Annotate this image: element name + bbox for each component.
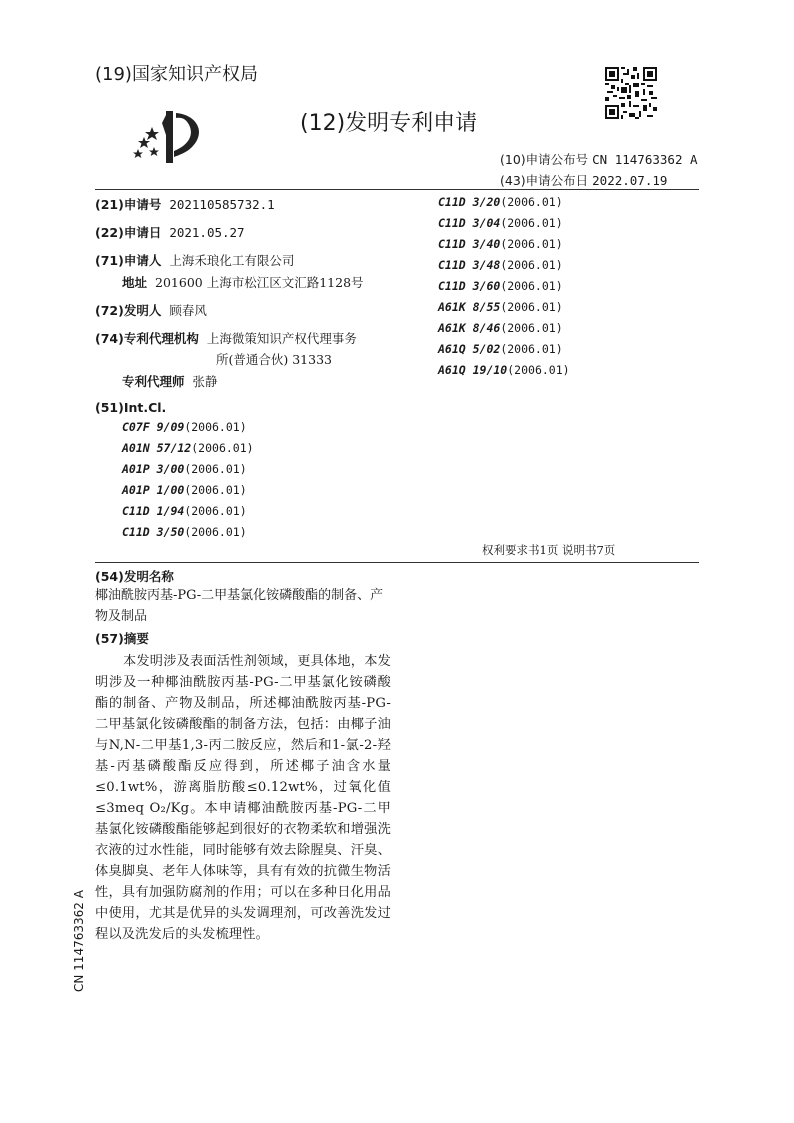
int-cl-item: C11D 3/04(2006.01) — [438, 216, 563, 230]
abstract-text: 本发明涉及表面活性剂领域，更具体地，本发明涉及一种椰油酰胺丙基-PG-二甲基氯化铵磷酸酯的制备、产物及制品，所述椰油酰胺丙基-PG-二甲基氯化铵磷酸酯的制备方法，包括：由椰子油与N,N-二甲基1,3-丙二胺反应，然后和1-氯-2-羟基-丙基磷酸酯反应得到，所述椰子油含水量≤0.1wt%，游离脂肪酸≤0.12wt%，过氧化值≤3meq O₂/Kg。本申请椰油酰胺丙基-PG-二甲基氯化铵磷酸酯能够起到很好的衣物柔软和增强洗衣液的过水性能，同时能够有效去除腥臭、汗臭、体臭脚臭、老年人体味等，具有有效的抗微生物活性，具有加强防腐剂的作用；可以在多种日化用品中使用，尤其是优异的头发调理剂，可改善洗发过程以及洗发后的头发梳理性。 — [95, 654, 391, 942]
int-cl-item: C11D 3/50(2006.01) — [122, 525, 247, 539]
int-cl-item: A61K 8/55(2006.01) — [438, 300, 563, 314]
invention-title: 椰油酰胺丙基-PG-二甲基氯化铵磷酸酯的制备、产物及制品 — [95, 588, 384, 624]
document-kind: (12)发明专利申请 — [300, 111, 478, 136]
publication-number — [500, 150, 698, 168]
int-cl-label: (51)Int.Cl. — [95, 400, 167, 415]
application-date-row — [95, 223, 245, 241]
office-name: (19)国家知识产权局 — [95, 64, 258, 85]
int-cl-item: A01P 1/00(2006.01) — [122, 483, 247, 497]
int-cl-item: A01N 57/12(2006.01) — [122, 441, 254, 455]
int-cl-item: C11D 3/48(2006.01) — [438, 258, 563, 272]
inventor-row — [95, 301, 207, 319]
agency-row — [95, 329, 357, 347]
agency-label: (74)专利代理机构 — [95, 331, 199, 346]
int-cl-item: C11D 3/40(2006.01) — [438, 237, 563, 251]
int-cl-row — [95, 400, 166, 415]
header-divider — [95, 189, 699, 190]
agency-line-2: 所(普通合伙) 31333 — [216, 352, 332, 367]
application-number-row — [95, 195, 275, 213]
publication-date — [500, 171, 667, 189]
agent-row — [122, 372, 218, 390]
address: 201600 上海市松江区文汇路1128号 — [155, 275, 364, 290]
publication-date-value: 2022.07.19 — [592, 173, 668, 188]
address-label: 地址 — [122, 275, 148, 290]
side-publication-number: CN 114763362 A — [72, 890, 86, 992]
page-count-info: 权利要求书1页 说明书7页 — [482, 543, 616, 557]
int-cl-item: C11D 3/20(2006.01) — [438, 195, 563, 209]
application-number: 202110585732.1 — [169, 197, 275, 212]
int-cl-item: C11D 1/94(2006.01) — [122, 504, 247, 518]
int-cl-item: A01P 3/00(2006.01) — [122, 462, 247, 476]
applicant-label: (71)申请人 — [95, 253, 162, 268]
inventor: 顾春风 — [169, 303, 207, 318]
abstract-label: (57)摘要 — [95, 631, 149, 646]
agency-line-1: 上海微策知识产权代理事务 — [206, 331, 357, 346]
application-date-label: (22)申请日 — [95, 225, 162, 240]
section-divider — [95, 562, 699, 563]
int-cl-item: C11D 3/60(2006.01) — [438, 279, 563, 293]
int-cl-item: C07F 9/09(2006.01) — [122, 420, 247, 434]
address-row — [122, 273, 364, 291]
int-cl-item: A61Q 19/10(2006.01) — [438, 363, 570, 377]
qr-code-icon — [605, 67, 657, 119]
int-cl-item: A61K 8/46(2006.01) — [438, 321, 563, 335]
application-date: 2021.05.27 — [169, 225, 245, 240]
applicant-row — [95, 251, 294, 269]
publication-date-label: (43)申请公布日 — [500, 173, 589, 188]
cnipa-logo — [126, 105, 210, 167]
applicant: 上海禾琅化工有限公司 — [169, 253, 295, 268]
int-cl-item: A61Q 5/02(2006.01) — [438, 342, 563, 356]
publication-number-label: (10)申请公布号 — [500, 152, 589, 167]
application-number-label: (21)申请号 — [95, 197, 162, 212]
agent-label: 专利代理师 — [122, 374, 185, 389]
inventor-label: (72)发明人 — [95, 303, 162, 318]
publication-number-value: CN 114763362 A — [592, 152, 698, 167]
invention-title-label: (54)发明名称 — [95, 569, 174, 584]
agent: 张静 — [192, 374, 218, 389]
